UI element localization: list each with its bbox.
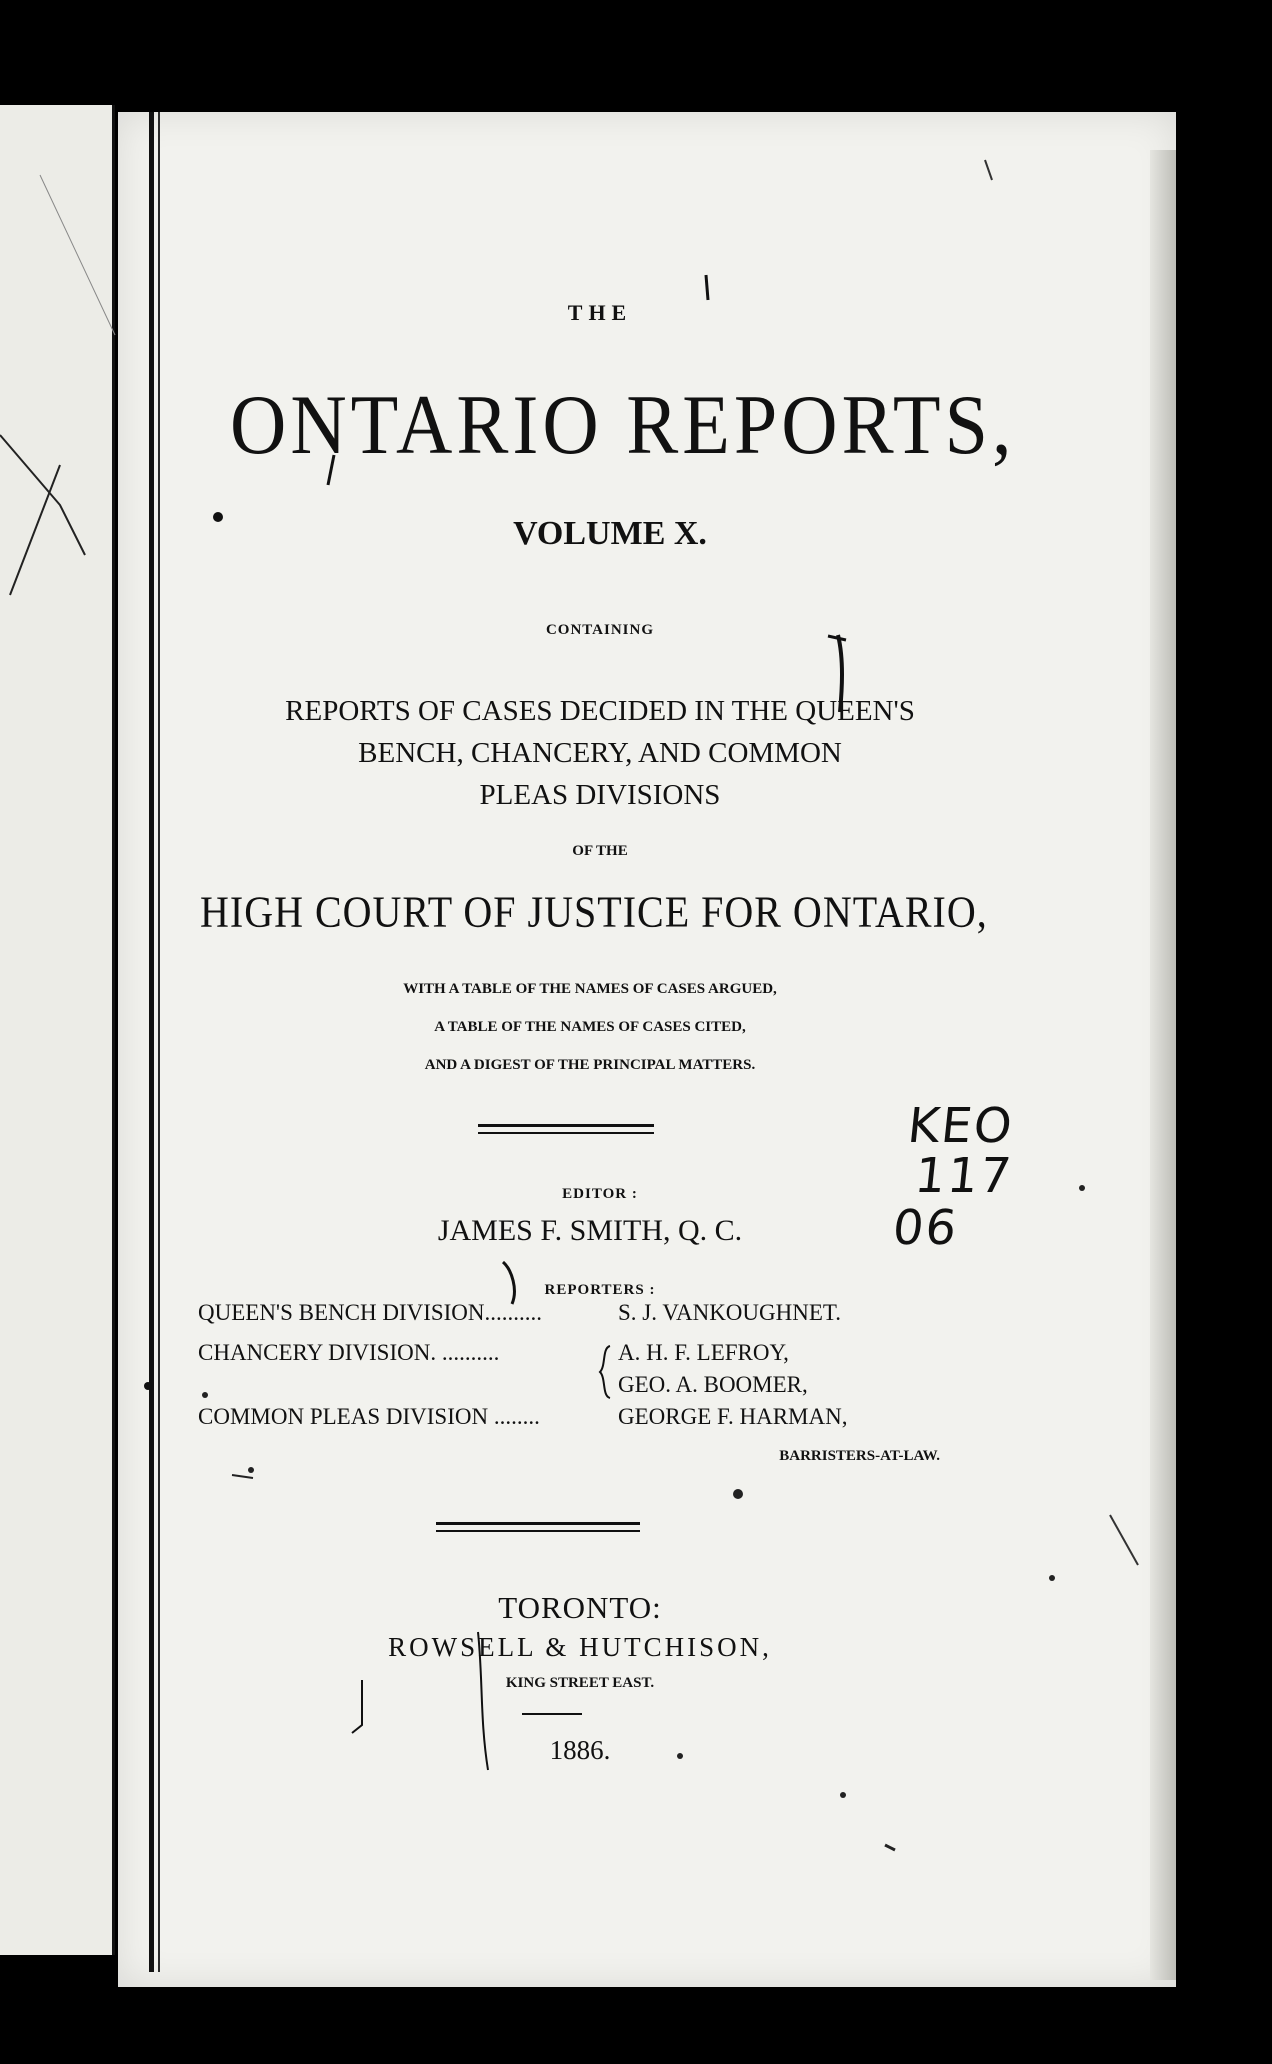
reporter-row [198,1372,898,1404]
volume-number: VOLUME X. [513,515,707,552]
gutter-line [149,112,154,1972]
court-name: HIGH COURT OF JUSTICE FOR ONTARIO, [200,886,988,937]
reporter-row [198,1340,898,1372]
reporter-division: COMMON PLEAS DIVISION ........ [198,1404,540,1429]
handwritten-call-number-line-1: KEO [905,1098,1017,1154]
handwritten-call-number-line-3: 06 [890,1200,962,1256]
barristers-label: BARRISTERS-AT-LAW. [779,1448,940,1464]
reporters-label: REPORTERS : [544,1282,656,1298]
contents-line-1: WITH A TABLE OF THE NAMES OF CASES ARGUED, [403,981,777,997]
reporter-division: QUEEN'S BENCH DIVISION.......... [198,1300,543,1325]
editor-name: JAMES F. SMITH, Q. C. [437,1214,743,1247]
handwritten-call-number-line-2: 117 [912,1148,1016,1204]
double-rule-bottom-b [436,1530,640,1532]
publisher-city: TORONTO: [498,1590,662,1625]
containing-label: CONTAINING [545,622,655,638]
reporter-name: S. J. VANKOUGHNET. [618,1300,841,1325]
publisher-name: ROWSELL & HUTCHISON, [388,1632,772,1662]
gutter-line-inner [158,112,160,1972]
reports-line-1: REPORTS OF CASES DECIDED IN THE QUEEN'S [285,695,915,727]
of-the-label: OF THE [572,843,628,859]
reporter-row [198,1300,898,1332]
double-rule-bottom-a [436,1522,640,1525]
contents-description [280,970,900,1084]
double-rule-top-b [478,1132,654,1134]
title-article: THE [567,300,633,325]
reporter-division: CHANCERY DIVISION. .......... [198,1340,500,1365]
facing-page-pencil-marks [0,105,120,705]
page-title: ONTARIO REPORTS, [230,377,1016,472]
double-rule-top-a [478,1124,654,1127]
reporter-row [198,1404,898,1436]
contents-line-2: A TABLE OF THE NAMES OF CASES CITED, [434,1019,746,1035]
reporter-name: GEO. A. BOOMER, [618,1372,808,1397]
reporter-name: A. H. F. LEFROY, [618,1340,789,1365]
page-edge-shadow [1150,150,1176,1980]
publisher-address: KING STREET EAST. [505,1675,655,1691]
reporter-name: GEORGE F. HARMAN, [618,1404,848,1429]
reports-line-2: BENCH, CHANCERY, AND COMMON [358,737,842,769]
publication-year: 1886. [549,1735,611,1765]
editor-label: EDITOR : [562,1186,638,1202]
reports-description [200,690,1000,816]
year-rule [522,1713,582,1715]
reports-line-3: PLEAS DIVISIONS [479,779,721,811]
contents-line-3: AND A DIGEST OF THE PRINCIPAL MATTERS. [424,1057,756,1073]
